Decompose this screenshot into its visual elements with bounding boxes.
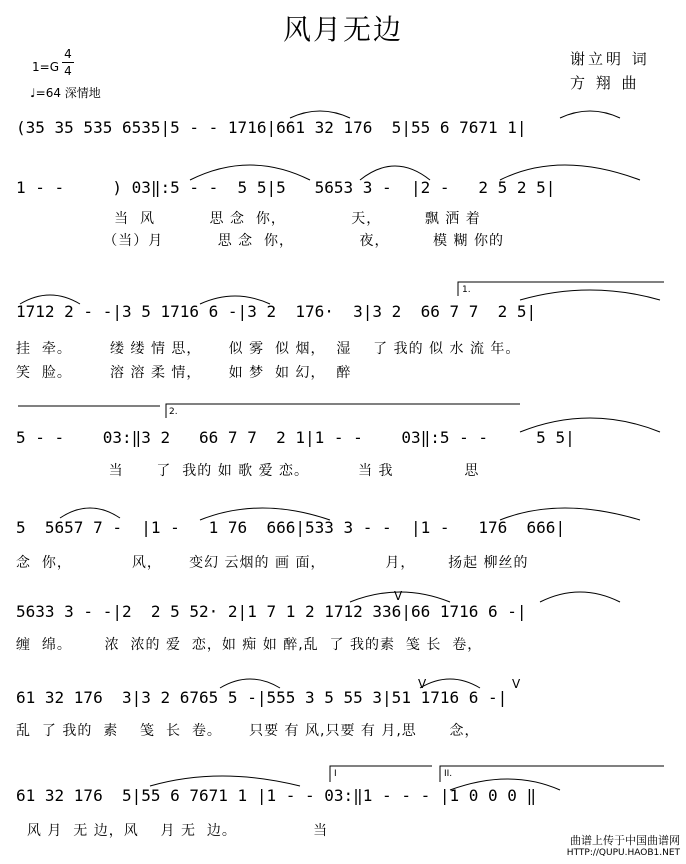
footer-url: HTTP://QUPU.HAOB1.NET xyxy=(566,848,680,858)
breath-mark: V xyxy=(512,677,521,691)
lyric-line-2: （当）月 思 念 你， 夜， 模 糊 你的 xyxy=(16,233,504,249)
credits xyxy=(570,47,650,95)
slur-mark xyxy=(350,592,450,602)
lyric-line-1: 乱 了 我的 素 笺 长 卷。 只要 有 风,只要 有 月,思 念， xyxy=(16,723,480,739)
breath-mark: V xyxy=(418,677,427,691)
lyric-line-1: 当 风 思 念 你， 天， 飘 洒 着 xyxy=(16,211,481,227)
time-signature xyxy=(62,47,74,78)
slur-mark xyxy=(290,111,350,118)
lyric-line-2: 笑 脸。 溶 溶 柔 情， 如 梦 如 幻， 醉 xyxy=(16,365,352,381)
volta-bracket xyxy=(330,766,432,782)
lyric-line-1: 挂 牵。 缕 缕 情 思， 似 雾 似 烟， 湿 了 我的 似 水 流 年。 xyxy=(16,341,521,357)
slur-mark xyxy=(60,508,120,518)
composer-credit: 方 翔 曲 xyxy=(570,74,640,92)
site-footer xyxy=(567,834,680,860)
volta-label-roman-2: II. xyxy=(444,769,453,779)
volta-label-roman-1: I xyxy=(334,769,337,779)
slur-mark xyxy=(420,679,480,688)
breath-mark: V xyxy=(394,589,403,603)
notation-line: 5 5657 7 - |1 - 1 76 666|533 3 - - |1 - 176 666| xyxy=(16,518,566,537)
time-signature-divider xyxy=(62,62,74,63)
time-signature-top: 4 xyxy=(64,47,72,61)
volta-label-2: 2. xyxy=(169,407,178,417)
volta-bracket xyxy=(440,766,664,782)
notation-line: 1 - - ) 03‖:5 - - 5 5|5 5653 3 - |2 - 2 5 2 5| xyxy=(16,178,556,197)
slur-mark xyxy=(150,776,300,786)
notation-line: (35 35 535 6535|5 - - 1716|661 32 176 5|55 6 7671 1| xyxy=(16,118,527,137)
volta-bracket xyxy=(458,282,664,296)
slur-mark xyxy=(520,290,660,300)
volta-bracket xyxy=(166,404,520,418)
volta-label-1: 1. xyxy=(462,285,471,295)
slur-mark xyxy=(560,111,620,118)
lyric-line-1: 缠 绵。 浓 浓的 爱 恋，如 痴 如 醉,乱 了 我的素 笺 长 卷， xyxy=(16,637,483,653)
lyric-line-1: 念 你， 风， 变幻 云烟的 画 面， 月， 扬起 柳丝的 xyxy=(16,555,529,571)
lyric-line-1: 风 月 无 边，风 月 无 边。 当 xyxy=(16,823,329,839)
song-title: 风月无边 xyxy=(282,13,403,46)
time-signature-bottom: 4 xyxy=(64,64,72,78)
notation-line: 61 32 176 3|3 2 6765 5 -|555 3 5 55 3|51 1716 6 -| xyxy=(16,688,508,707)
slur-mark xyxy=(540,592,620,602)
notation-line: 61 32 176 5|55 6 7671 1 |1 - - 03:‖1 - - - |1 0 0 0 ‖ xyxy=(16,786,537,805)
footer-line-1: 曲谱上传于中国曲谱网 xyxy=(570,834,680,847)
slur-mark xyxy=(220,679,280,688)
notation-line: 5633 3 - -|2 2 5 52· 2|1 7 1 2 1712 336|66 1716 6 -| xyxy=(16,602,527,621)
tempo-marking: ♩=64 深情地 xyxy=(30,86,101,100)
lyricist-credit: 谢立明 词 xyxy=(570,50,650,68)
lyric-line-1: 当 了 我的 如 歌 爱 恋。 当 我 思 xyxy=(16,463,480,479)
notation-line: 5 - - 03:‖3 2 66 7 7 2 1|1 - - 03‖:5 - - 5 5| xyxy=(16,428,575,447)
key-signature: 1=G xyxy=(32,60,59,74)
notation-line: 1712 2 - -|3 5 1716 6 -|3 2 176· 3|3 2 66 7 7 2 5| xyxy=(16,302,537,321)
